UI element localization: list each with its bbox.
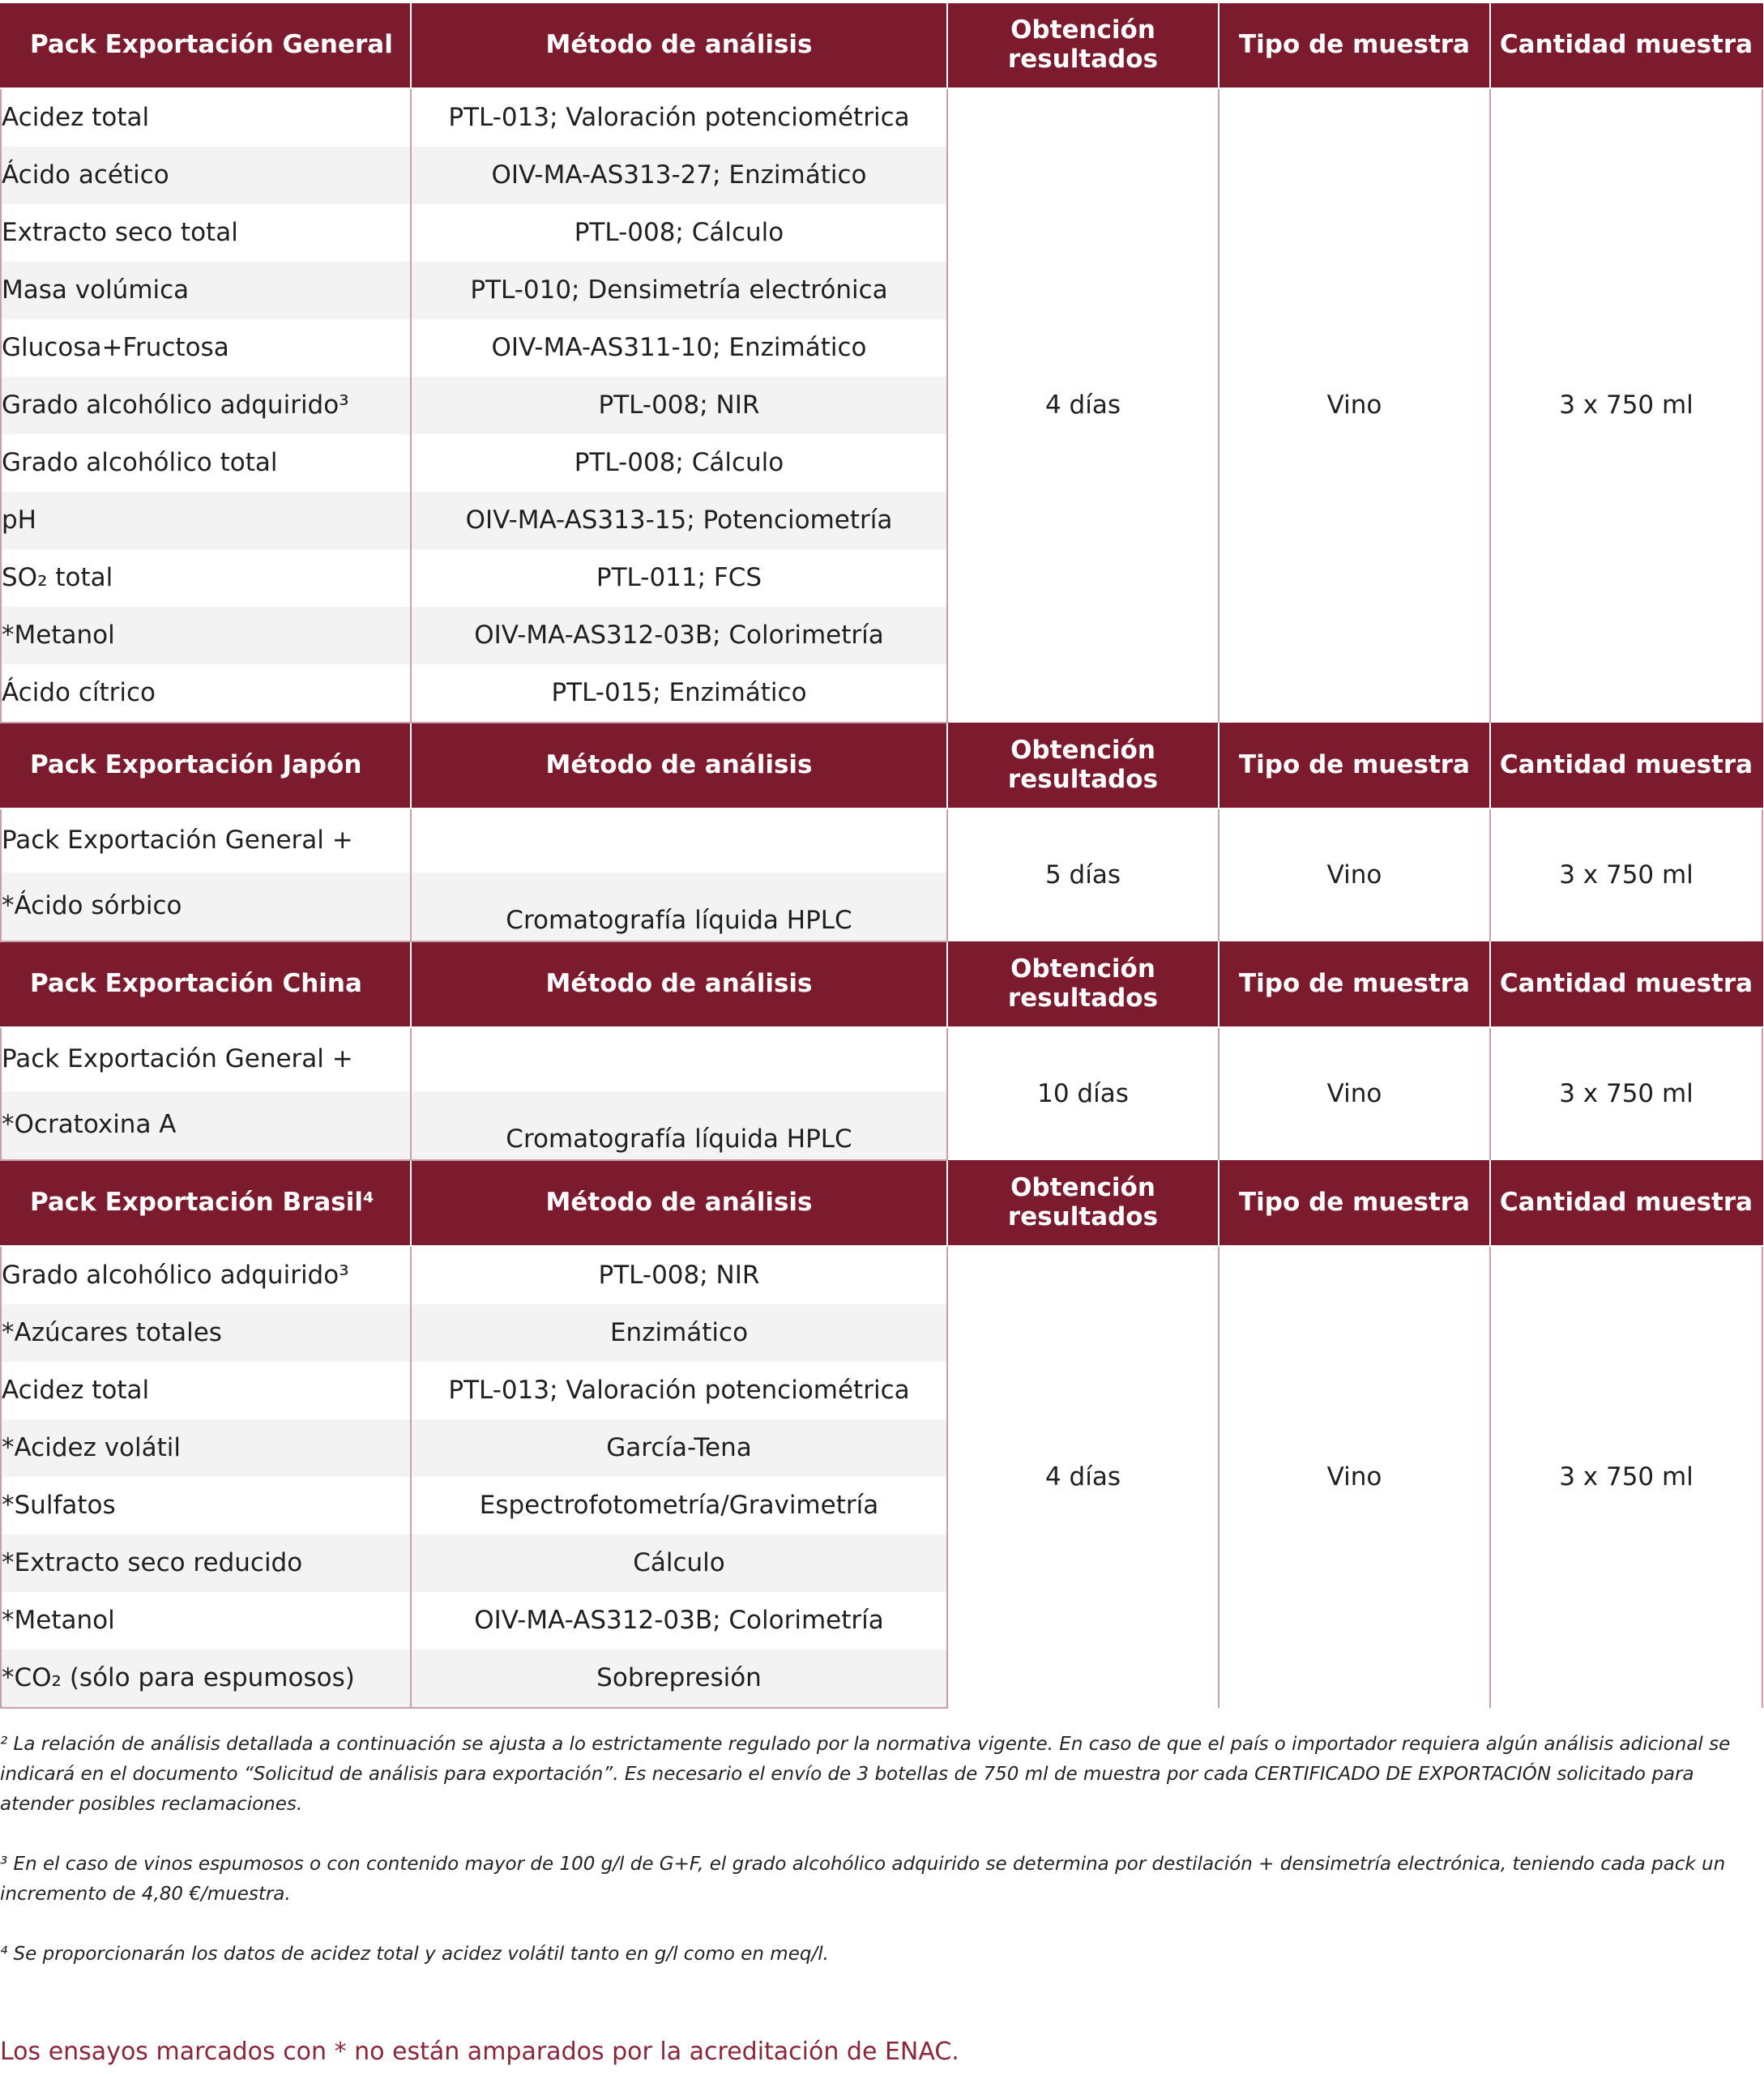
sample-quantity: 3 x 750 ml [1490,809,1762,941]
analysis-parameter: *Acidez volátil [1,1419,411,1477]
analysis-method: OIV-MA-AS313-15; Potenciometría [411,492,947,549]
sample-type: Vino [1219,1246,1490,1708]
results-header: Obtención resultados [947,941,1219,1027]
analysis-method [411,809,947,873]
analysis-parameter: *Ácido sórbico [1,873,411,941]
analysis-method: PTL-008; NIR [411,377,947,434]
sample-qty-header: Cantidad muestra [1490,3,1762,88]
pack-header-row [1,941,1762,1027]
table-row [1,809,1762,873]
analysis-method: Enzimático [411,1304,947,1362]
method-header: Método de análisis [411,941,947,1027]
sample-type-header: Tipo de muestra [1219,723,1490,809]
pack-title: Pack Exportación Japón [1,723,411,809]
result-time: 10 días [947,1027,1219,1160]
analysis-method: Espectrofotometría/Gravimetría [411,1477,947,1534]
analysis-parameter: Pack Exportación General + [1,809,411,873]
sample-type: Vino [1219,88,1490,723]
analysis-method [411,1027,947,1091]
analysis-method: PTL-013; Valoración potenciométrica [411,88,947,147]
analysis-parameter: Masa volúmica [1,262,411,319]
analysis-method: García-Tena [411,1419,947,1477]
method-header: Método de análisis [411,3,947,88]
sample-type: Vino [1219,1027,1490,1160]
analysis-method: Sobrepresión [411,1649,947,1708]
analysis-method: OIV-MA-AS311-10; Enzimático [411,319,947,377]
analysis-method: PTL-010; Densimetría electrónica [411,262,947,319]
sample-quantity: 3 x 750 ml [1490,1027,1762,1160]
sample-type: Vino [1219,809,1490,941]
footnotes [0,1730,1742,1999]
analysis-method: Cromatografía líquida HPLC [411,1091,947,1160]
analysis-parameter: Ácido cítrico [1,664,411,723]
sample-quantity: 3 x 750 ml [1490,88,1762,723]
analysis-method: Cálculo [411,1534,947,1592]
analysis-parameter: *Metanol [1,1592,411,1649]
pack-header-row [1,1160,1762,1246]
sample-qty-header: Cantidad muestra [1490,1160,1762,1246]
method-header: Método de análisis [411,723,947,809]
sample-type-header: Tipo de muestra [1219,3,1490,88]
analysis-method: PTL-013; Valoración potenciométrica [411,1362,947,1419]
sample-type-header: Tipo de muestra [1219,1160,1490,1246]
table-row [1,1027,1762,1091]
analysis-method: OIV-MA-AS312-03B; Colorimetría [411,607,947,664]
result-time: 4 días [947,88,1219,723]
results-header: Obtención resultados [947,3,1219,88]
analysis-parameter: Ácido acético [1,147,411,204]
analysis-parameter: *Metanol [1,607,411,664]
footnote-2: ² La relación de análisis detallada a continuación se ajusta a lo estrictamente regulado por la normativa vigente. En caso de que el país o importador requiera algún análisis adicional se indicará en el documento “Solicitud de análisis para exportación”. Es necesario el envío de 3 botellas de 750 ml de muestra por cada CERTIFICADO DE EXPORTACIÓN solicitado para atender posibles reclamaciones. [0,1734,1731,1815]
analysis-parameter: SO₂ total [1,549,411,607]
analysis-method: PTL-011; FCS [411,549,947,607]
analysis-parameter: Acidez total [1,1362,411,1419]
pack-title: Pack Exportación Brasil⁴ [1,1160,411,1246]
result-time: 5 días [947,809,1219,941]
analysis-parameter: Grado alcohólico adquirido³ [1,1246,411,1304]
analysis-parameter: *Azúcares totales [1,1304,411,1362]
analysis-method: PTL-008; Cálculo [411,204,947,262]
footnote-3: ³ En el caso de vinos espumosos o con contenido mayor de 100 g/l de G+F, el grado alcohólico adquirido se determina por destilación + densimetría electrónica, teniendo cada pack un incremento de 4,80 €/muestra. [0,1854,1726,1905]
sample-type-header: Tipo de muestra [1219,941,1490,1027]
analysis-parameter: pH [1,492,411,549]
analysis-method: OIV-MA-AS313-27; Enzimático [411,147,947,204]
analysis-parameter: *Sulfatos [1,1477,411,1534]
analysis-method: Cromatografía líquida HPLC [411,873,947,941]
table-row [1,88,1762,147]
analysis-method: PTL-008; NIR [411,1246,947,1304]
table-row [1,1246,1762,1304]
sample-quantity: 3 x 750 ml [1490,1246,1762,1708]
analysis-parameter: *Extracto seco reducido [1,1534,411,1592]
analysis-parameter: *Ocratoxina A [1,1091,411,1160]
pack-title: Pack Exportación China [1,941,411,1027]
analysis-parameter: *CO₂ (sólo para espumosos) [1,1649,411,1708]
analysis-parameter: Grado alcohólico adquirido³ [1,377,411,434]
analysis-parameter: Pack Exportación General + [1,1027,411,1091]
pack-title: Pack Exportación General [1,3,411,88]
footnote-4: ⁴ Se proporcionarán los datos de acidez total y acidez volátil tanto en g/l como en meq/l. [0,1944,829,1965]
pack-header-row [1,723,1762,809]
results-header: Obtención resultados [947,1160,1219,1246]
pack-header-row [1,3,1762,88]
export-packs-table [0,3,1763,1709]
sample-qty-header: Cantidad muestra [1490,941,1762,1027]
analysis-method: PTL-008; Cálculo [411,434,947,492]
analysis-method: PTL-015; Enzimático [411,664,947,723]
result-time: 4 días [947,1246,1219,1708]
sample-qty-header: Cantidad muestra [1490,723,1762,809]
analysis-parameter: Extracto seco total [1,204,411,262]
analysis-method: OIV-MA-AS312-03B; Colorimetría [411,1592,947,1649]
analysis-parameter: Grado alcohólico total [1,434,411,492]
enac-accreditation-note: Los ensayos marcados con * no están amparados por la acreditación de ENAC. [0,2038,959,2066]
analysis-parameter: Glucosa+Fructosa [1,319,411,377]
analysis-parameter: Acidez total [1,88,411,147]
results-header: Obtención resultados [947,723,1219,809]
method-header: Método de análisis [411,1160,947,1246]
